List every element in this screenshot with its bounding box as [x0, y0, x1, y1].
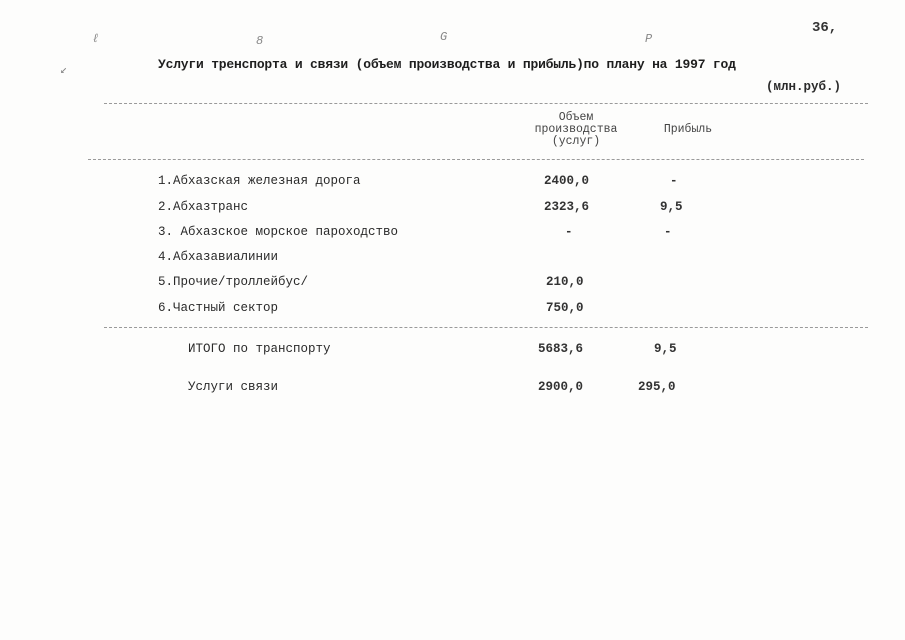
communications-label: Услуги связи — [188, 380, 279, 394]
document-title: Услуги трeнспорта и связи (объем пpоизводства и прибыль)по плану на 1997 год — [158, 57, 736, 72]
total-label: ИТОГО по транспорту — [188, 342, 331, 356]
row-label: 3. Абхазское морское пароходство — [158, 225, 399, 239]
column-header-volume: Объем производства (услуг) — [534, 111, 618, 148]
row-volume: 2400,0 — [544, 174, 590, 188]
total-profit: 9,5 — [654, 342, 677, 356]
pencil-mark: ↙ — [60, 63, 68, 77]
row-profit: - — [664, 225, 672, 239]
row-volume: 750,0 — [546, 301, 584, 315]
row-volume: 210,0 — [546, 275, 584, 289]
row-label: 6.Частный сектор — [158, 301, 279, 315]
units-label: (млн.руб.) — [766, 80, 842, 94]
row-label: 4.Абхазавиалинии — [158, 250, 279, 264]
header-bottom-rule — [88, 159, 864, 160]
row-label: 1.Абхазская железная дорога — [158, 174, 361, 188]
row-label: 2.Абхазтранс — [158, 200, 249, 214]
total-volume: 5683,6 — [538, 342, 584, 356]
row-volume: - — [565, 225, 573, 239]
pencil-mark: P — [645, 32, 653, 46]
row-label: 5.Прочие/троллейбус/ — [158, 275, 309, 289]
table-top-rule — [104, 103, 868, 104]
communications-volume: 2900,0 — [538, 380, 584, 394]
row-volume: 2323,6 — [544, 200, 590, 214]
communications-profit: 295,0 — [638, 380, 676, 394]
column-header-profit: Прибыль — [663, 123, 713, 136]
row-profit: - — [670, 174, 678, 188]
totals-rule — [104, 327, 868, 328]
row-profit: 9,5 — [660, 200, 683, 214]
pencil-mark: G — [440, 30, 448, 44]
pencil-mark: ℓ — [92, 32, 100, 46]
pencil-mark: 8 — [256, 34, 264, 48]
page-number: 36, — [812, 20, 838, 36]
